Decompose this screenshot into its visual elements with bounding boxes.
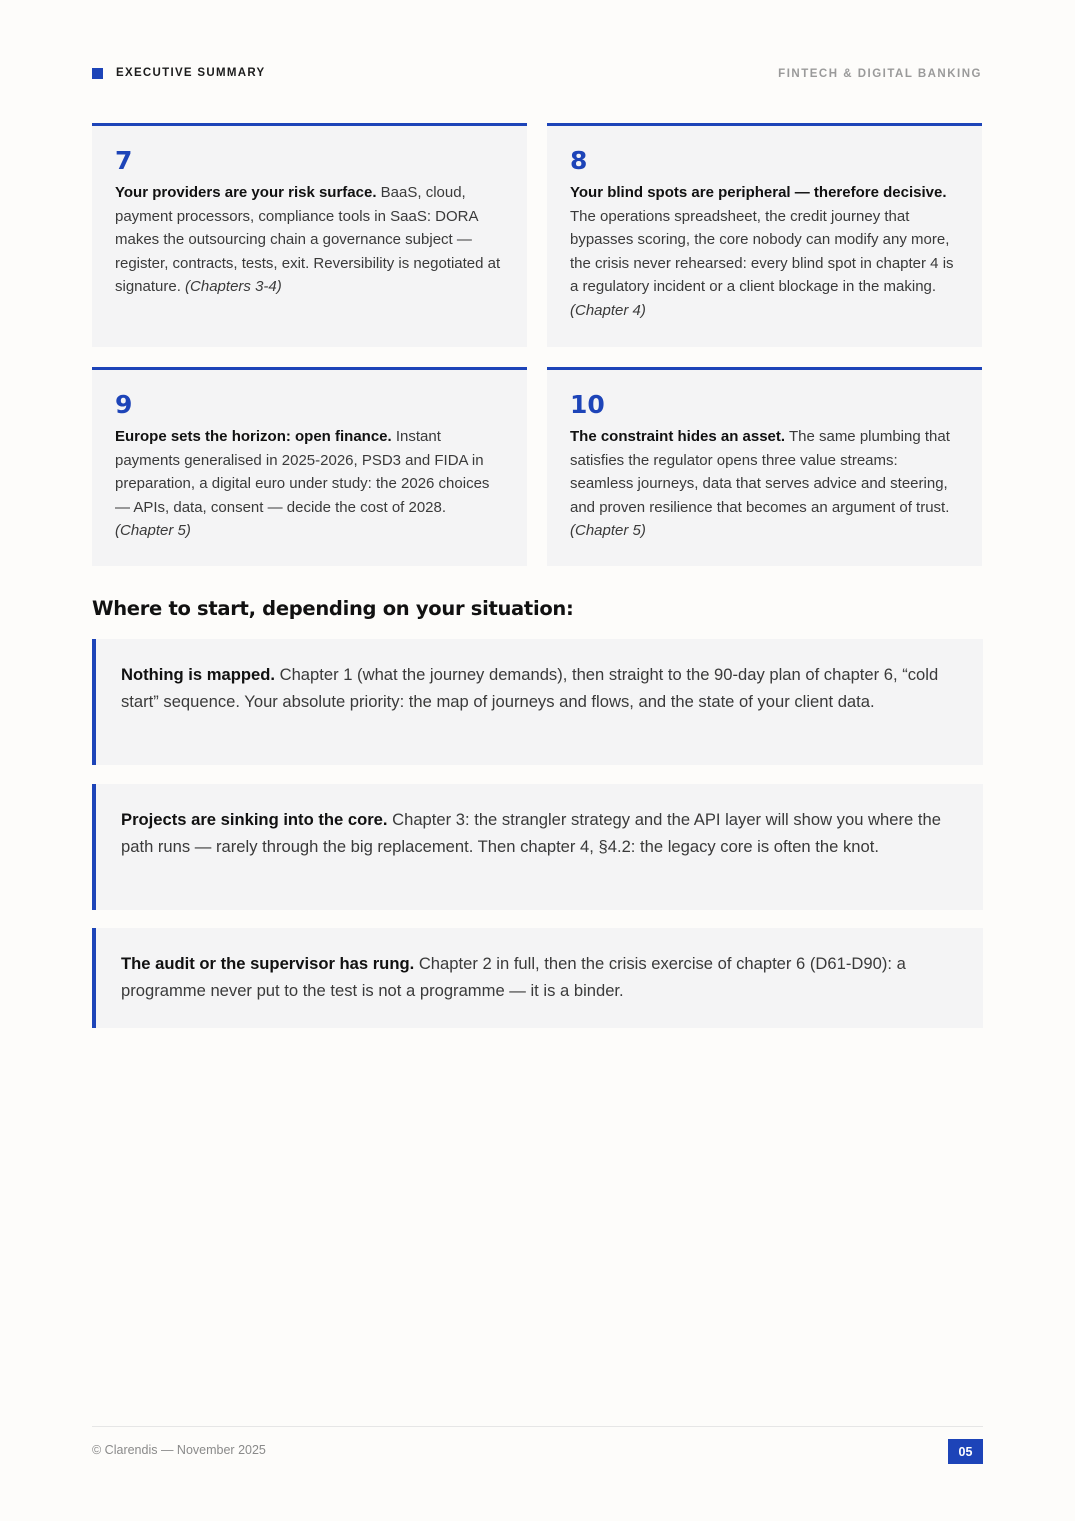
section-title: EXECUTIVE SUMMARY <box>116 67 266 79</box>
page-number-badge: 05 <box>948 1439 983 1464</box>
summary-card-9 <box>92 367 527 566</box>
card-lead: Your providers are your risk surface. <box>115 184 377 201</box>
situation-callout-unmapped <box>92 639 983 765</box>
callout-text <box>121 806 957 860</box>
callout-body: Chapter 1 (what the journey demands), then straight to the 90-day plan of chapter 6, “cold start” sequence. Your absolute priority: the map of journeys and flows, and the state of your client data. <box>121 665 939 711</box>
callout-text <box>121 950 957 1004</box>
card-reference: (Chapter 5) <box>115 522 191 540</box>
section-marker-icon <box>92 68 103 79</box>
situation-callout-core <box>92 784 983 910</box>
card-text <box>115 425 507 543</box>
card-lead: Your blind spots are peripheral — therefore decisive. <box>570 184 947 201</box>
section-label <box>92 67 265 79</box>
card-body: Instant payments generalised in 2025-2026, PSD3 and FIDA in preparation, a digital euro under study: the 2026 choices — APIs, data, consent — decide the cost of 2028. <box>115 428 490 516</box>
footer-copyright: © Clarendis — November 2025 <box>92 1443 266 1457</box>
card-lead: Europe sets the horizon: open finance. <box>115 428 392 445</box>
card-reference: (Chapter 5) <box>570 522 646 540</box>
summary-card-7 <box>92 123 527 347</box>
summary-card-8 <box>547 123 982 347</box>
page-header <box>92 67 982 81</box>
callout-lead: Projects are sinking into the core. <box>121 810 388 829</box>
callout-lead: The audit or the supervisor has rung. <box>121 954 415 973</box>
card-body: BaaS, cloud, payment processors, compliance tools in SaaS: DORA makes the outsourcing chain a governance subject — register, contracts, tests, exit. Reversibility is negotiated at signature. <box>115 184 501 296</box>
summary-card-10 <box>547 367 982 566</box>
card-number: 7 <box>115 146 133 175</box>
card-text <box>570 425 962 543</box>
card-reference: (Chapters 3-4) <box>185 278 282 296</box>
card-body: The operations spreadsheet, the credit journey that bypasses scoring, the core nobody can modify any more, the crisis never rehearsed: every blind spot in chapter 4 is a regulatory incident or a client blockage in the making. <box>570 207 954 296</box>
card-number: 8 <box>570 146 588 175</box>
card-text <box>570 181 962 323</box>
callout-text <box>121 661 957 715</box>
callout-body: Chapter 3: the strangler strategy and the API layer will show you where the path runs — rarely through the big replacement. Then chapter 4, §4.2: the legacy core is often the knot. <box>121 810 941 856</box>
where-to-start-heading: Where to start, depending on your situation: <box>92 597 574 620</box>
callout-lead: Nothing is mapped. <box>121 665 275 684</box>
card-text <box>115 181 507 299</box>
card-body: The same plumbing that satisfies the regulator opens three value streams: seamless journeys, data that serves advice and steering, and proven resilience that becomes an argument of trust. <box>570 428 950 516</box>
document-topic: FINTECH & DIGITAL BANKING <box>778 68 982 80</box>
card-number: 9 <box>115 390 133 419</box>
situation-callout-audit <box>92 928 983 1028</box>
footer-divider <box>92 1426 983 1427</box>
card-reference: (Chapter 4) <box>570 301 646 319</box>
card-number: 10 <box>570 390 605 419</box>
card-lead: The constraint hides an asset. <box>570 428 786 445</box>
callout-body: Chapter 2 in full, then the crisis exercise of chapter 6 (D61-D90): a programme never put to the test is not a programme — it is a binder. <box>121 954 906 1000</box>
